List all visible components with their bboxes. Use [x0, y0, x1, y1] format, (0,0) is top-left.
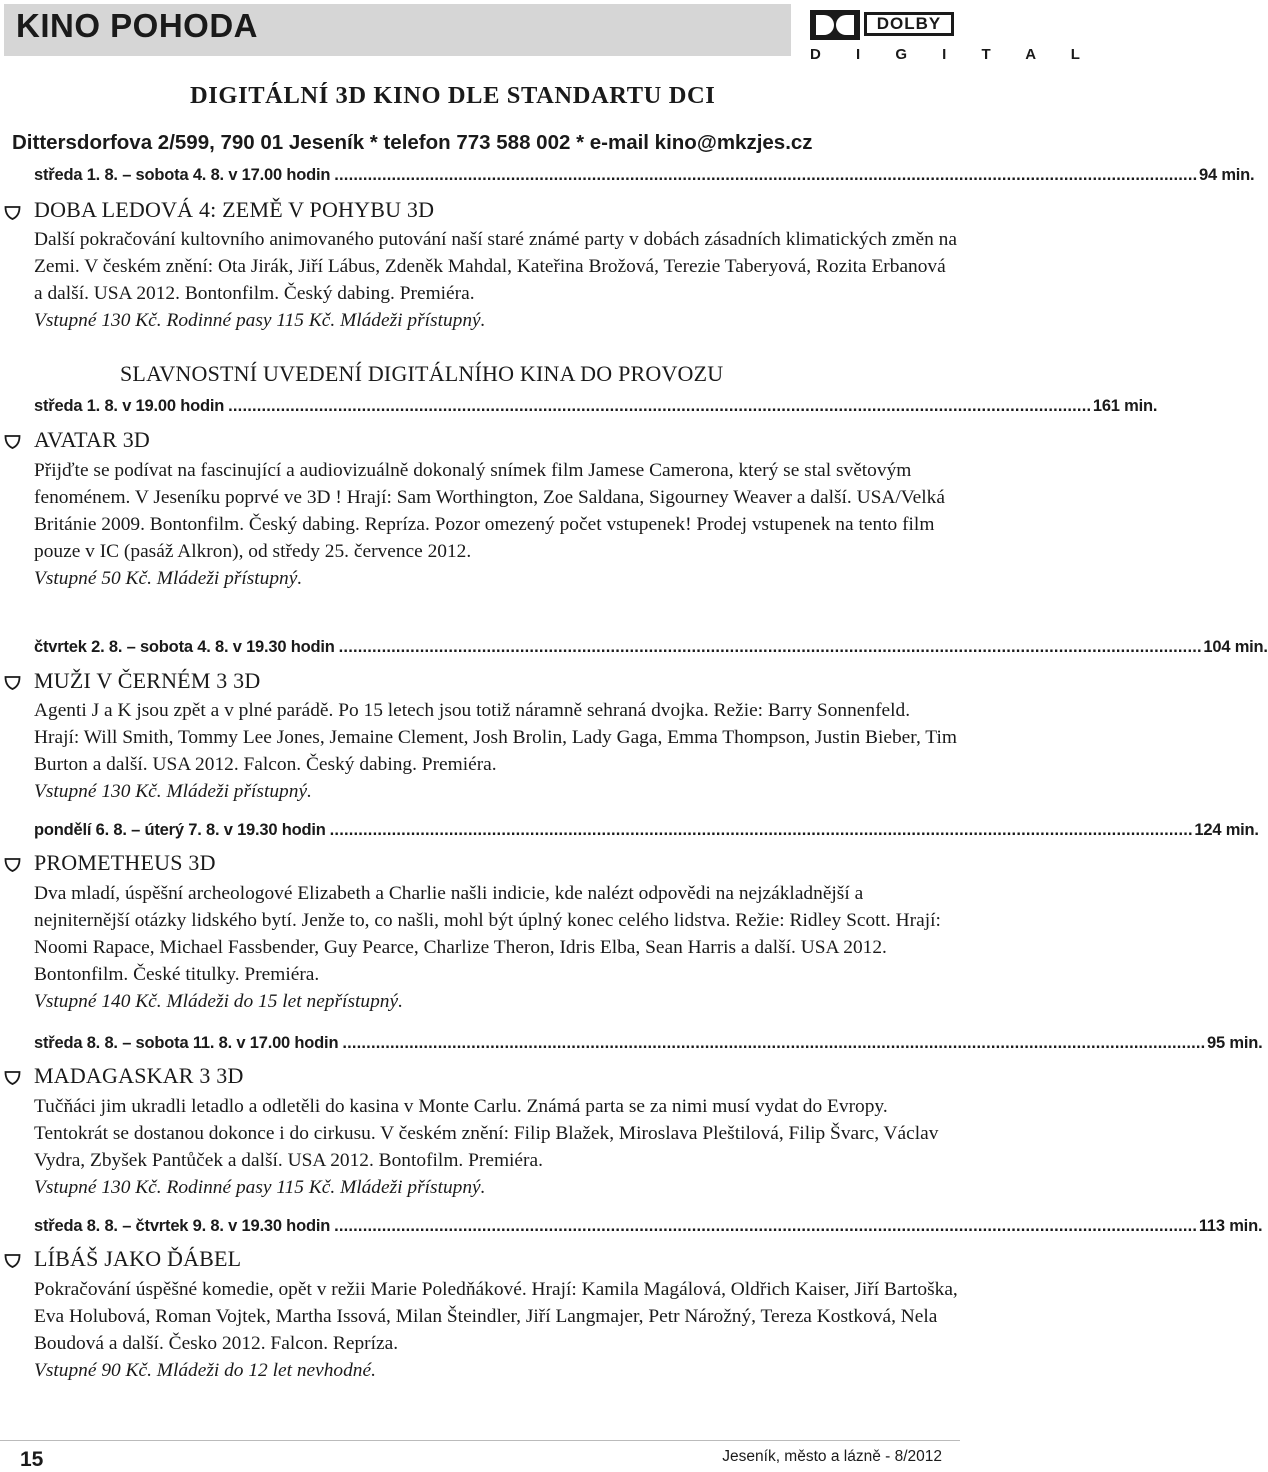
screening-schedule: [34, 1034, 1263, 1053]
shield-icon: [4, 1253, 21, 1268]
dolby-digital-logo: [808, 6, 1096, 66]
film-price: Vstupné 130 Kč. Rodinné pasy 115 Kč. Mládeži přístupný.: [34, 1177, 486, 1198]
film-description: [34, 1276, 958, 1384]
shield-icon: [4, 205, 21, 220]
film-title: DOBA LEDOVÁ 4: ZEMĚ V POHYBU 3D: [34, 197, 435, 222]
screening-duration: 95 min.: [1207, 1034, 1263, 1052]
film-price: Vstupné 140 Kč. Mládeži do 15 let nepřístupný.: [34, 991, 403, 1012]
double-d-icon: [810, 10, 860, 40]
screening-schedule: [34, 638, 1268, 657]
screening-schedule: [34, 166, 1255, 185]
screening-date: pondělí 6. 8. – úterý 7. 8. v 19.30 hodin: [34, 821, 326, 839]
screening-date: středa 8. 8. – čtvrtek 9. 8. v 19.30 hodin: [34, 1217, 331, 1235]
screening-duration: 113 min.: [1198, 1217, 1263, 1235]
dot-leader: [330, 821, 1191, 840]
publication-footer: Jeseník, město a lázně - 8/2012: [722, 1448, 942, 1465]
film-title: PROMETHEUS 3D: [34, 850, 216, 875]
screening-date: čtvrtek 2. 8. – sobota 4. 8. v 19.30 hodin: [34, 638, 335, 656]
film-description: [34, 226, 958, 334]
dot-leader: [339, 638, 1200, 657]
digital-wordmark: D I G I T A L: [810, 46, 1096, 63]
film-synopsis: Další pokračování kultovního animovaného putování naší staré známé party v dobách zásadních klimatických změn na Zemi. V českém znění: Ota Jirák, Jiří Lábus, Zdeněk Mahdal, Kateřina Brožová, Terezie Taberyová, Rozita Erbanová a další. USA 2012. Bontonfilm. Český dabing. Premiéra.: [34, 229, 957, 304]
film-synopsis: Dva mladí, úspěšní archeologové Elizabeth a Charlie našli indicie, kde nalézt odpovědi na nejzákladnější a nejniternější otázky lidského bytí. Jenže to, co našli, mohl být úplný konec celého lidstva. Režie: Ridley Scott. Hrají: Noomi Rapace, Michael Fassbender, Guy Pearce, Charlize Theron, Idris Elba, Sean Harris a další. USA 2012. Bontonfilm. České titulky. Premiéra.: [34, 883, 941, 985]
page-number: 15: [20, 1448, 44, 1471]
film-synopsis: Agenti J a K jsou zpět a v plné parádě. Po 15 letech jsou totiž náramně sehraná dvojka. Režie: Barry Sonnenfeld. Hrají: Will Smith, Tommy Lee Jones, Jemaine Clement, Josh Brolin, Lady Gaga, Emma Thompson, Justin Bieber, Tim Burton a další. USA 2012. Falcon. Český dabing. Premiéra.: [34, 700, 957, 775]
screening-date: středa 8. 8. – sobota 11. 8. v 17.00 hodin: [34, 1034, 339, 1052]
shield-icon: [4, 434, 21, 449]
film-title: AVATAR 3D: [34, 427, 150, 452]
film-price: Vstupné 130 Kč. Mládeži přístupný.: [34, 781, 312, 802]
screening-duration: 104 min.: [1203, 638, 1268, 656]
film-price: Vstupné 50 Kč. Mládeži přístupný.: [34, 568, 303, 589]
screening-duration: 124 min.: [1194, 821, 1259, 839]
film-price: Vstupné 130 Kč. Rodinné pasy 115 Kč. Mládeži přístupný.: [34, 310, 486, 331]
film-title: LÍBÁŠ JAKO ĎÁBEL: [34, 1246, 242, 1271]
screening-schedule: [34, 1217, 1263, 1236]
film-title: MADAGASKAR 3 3D: [34, 1063, 244, 1088]
screening-schedule: [34, 397, 1158, 416]
screening-duration: 94 min.: [1198, 166, 1255, 184]
section-heading: SLAVNOSTNÍ UVEDENÍ DIGITÁLNÍHO KINA DO PROVOZU: [120, 361, 724, 386]
film-title: MUŽI V ČERNÉM 3 3D: [34, 668, 261, 693]
film-synopsis: Pokračování úspěšné komedie, opět v režii Marie Poledňákové. Hrají: Kamila Magálová, Oldřich Kaiser, Jiří Bartoška, Eva Holubová, Roman Vojtek, Martha Issová, Milan Šteindler, Jiří Langmajer, Petr Nárožný, Tereza Kostková, Nela Boudová a další. Česko 2012. Falcon. Repríza.: [34, 1279, 958, 1354]
dolby-wordmark: DOLBY: [864, 12, 954, 36]
film-description: [34, 457, 958, 592]
screening-date: středa 1. 8. v 19.00 hodin: [34, 397, 225, 415]
film-description: [34, 880, 958, 1015]
shield-icon: [4, 857, 21, 872]
film-description: [34, 697, 958, 805]
dot-leader: [228, 397, 1089, 416]
film-synopsis: Tučňáci jim ukradli letadlo a odletěli do kasina v Monte Carlu. Známá parta se za nimi musí vydat do Evropy. Tentokrát se dostanou dokonce i do cirkusu. V českém znění: Filip Blažek, Miroslava Pleštilová, Filip Švarc, Václav Vydra, Zbyšek Pantůček a další. USA 2012. Bontofilm. Premiéra.: [34, 1096, 939, 1171]
dot-leader: [342, 1034, 1203, 1053]
page-title: KINO POHODA: [16, 7, 259, 44]
footer-divider: [0, 1440, 960, 1441]
screening-schedule: [34, 821, 1259, 840]
film-description: [34, 1093, 958, 1201]
shield-icon: [4, 1070, 21, 1085]
cinema-address: Dittersdorfova 2/599, 790 01 Jeseník * telefon 773 588 002 * e-mail kino@mkzjes.cz: [12, 131, 813, 154]
screening-duration: 161 min.: [1092, 397, 1158, 415]
dot-leader: [334, 166, 1195, 185]
shield-icon: [4, 675, 21, 690]
film-price: Vstupné 90 Kč. Mládeži do 12 let nevhodné.: [34, 1360, 376, 1381]
screening-date: středa 1. 8. – sobota 4. 8. v 17.00 hodin: [34, 166, 331, 184]
cinema-subtitle: DIGITÁLNÍ 3D KINO DLE STANDARTU DCI: [190, 82, 716, 109]
film-synopsis: Přijďte se podívat na fascinující a audiovizuálně dokonalý snímek film Jamese Camerona, který se stal světovým fenoménem. V Jeseníku poprvé ve 3D ! Hrají: Sam Worthington, Zoe Saldana, Sigourney Weaver a další. USA/Velká Británie 2009. Bontonfilm. Český dabing. Repríza. Pozor omezený počet vstupenek! Prodej vstupenek na tento film pouze v IC (pasáž Alkron), od středy 25. července 2012.: [34, 460, 945, 562]
dot-leader: [334, 1217, 1195, 1236]
